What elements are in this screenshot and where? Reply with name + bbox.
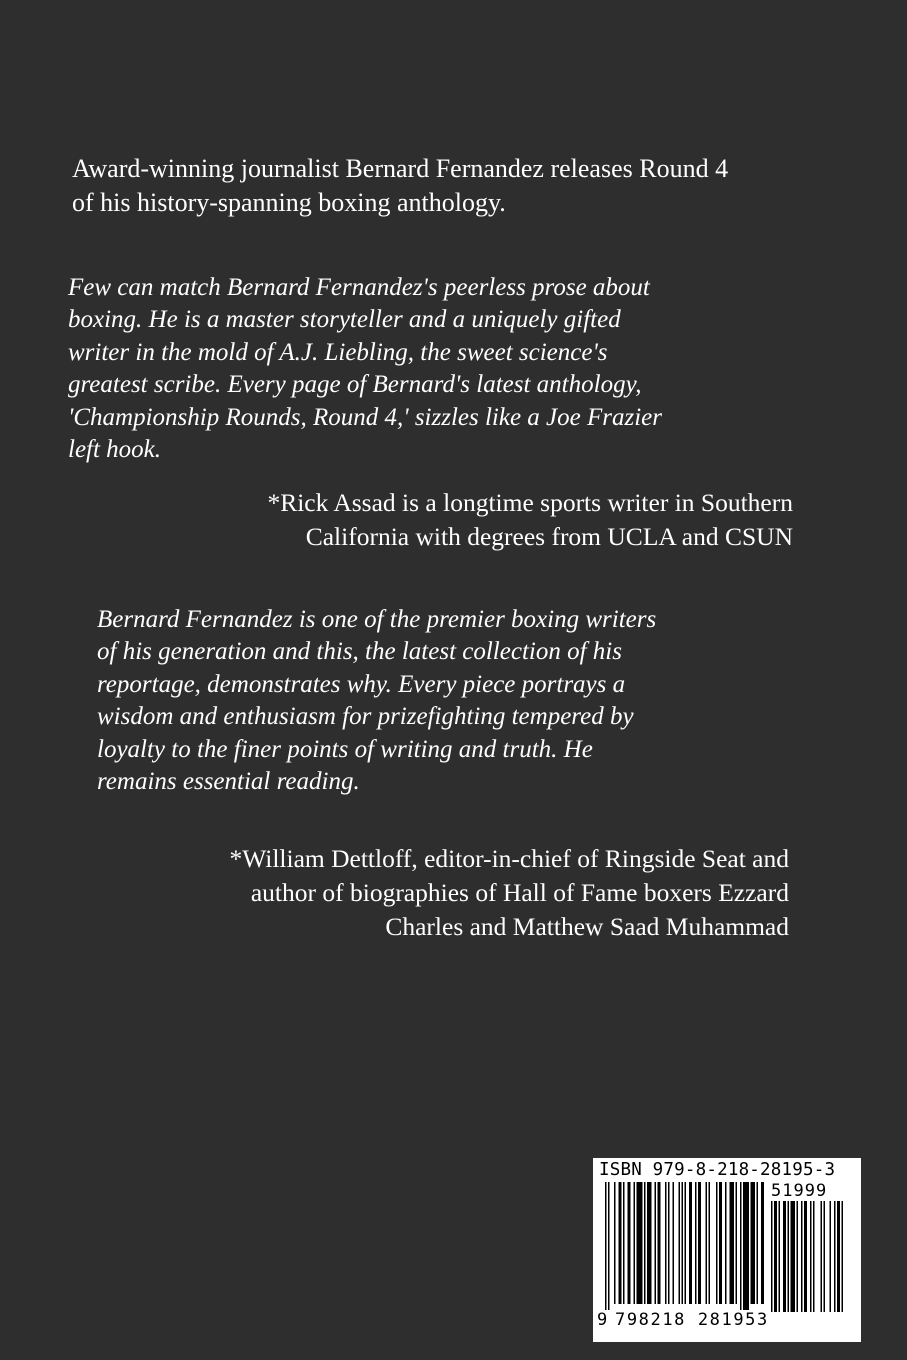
isbn-barcode [593, 1158, 861, 1342]
barcode-bar [628, 1182, 631, 1304]
quote-line: reportage, demonstrates why. Every piece portrays a [97, 670, 626, 698]
quote-line: of his generation and this, the latest collection of his [97, 638, 622, 666]
barcode-bar [706, 1182, 708, 1304]
review-quote-1 [68, 272, 848, 466]
quote-line: loyalty to the finer points of writing and truth. He [97, 735, 593, 763]
barcode-bar [695, 1182, 697, 1304]
barcode-bar [719, 1182, 722, 1304]
barcode-bar [679, 1182, 681, 1304]
barcode-bar [813, 1201, 815, 1312]
barcode-bar [644, 1182, 646, 1304]
barcode-bar [716, 1182, 718, 1304]
barcode-bar [668, 1182, 670, 1304]
attribution-line: *William Dettloff, editor-in-chief of Ringside Seat and [229, 844, 789, 873]
barcode-bar [842, 1201, 844, 1312]
quote-line: left hook. [68, 436, 162, 464]
attribution-line: California with degrees from UCLA and CSUN [305, 522, 793, 551]
quote-line: greatest scribe. Every page of Bernard's latest anthology, [68, 371, 642, 399]
quote-line: writer in the mold of A.J. Liebling, the sweet science's [68, 338, 608, 366]
review-quote-2 [97, 604, 817, 798]
barcode-bar [655, 1182, 657, 1304]
intro-paragraph [72, 152, 872, 220]
barcode-bar [797, 1201, 799, 1312]
review-attribution-1 [267, 486, 793, 554]
ean-lead-digit: 9 [597, 1310, 608, 1330]
barcode-bar [791, 1201, 796, 1312]
barcode-bar [810, 1201, 812, 1312]
barcode-bar [725, 1182, 727, 1304]
attribution-line: author of biographies of Hall of Fame boxers Ezzard [250, 878, 789, 907]
barcode-bar [779, 1201, 781, 1312]
barcode-bar [658, 1182, 661, 1304]
barcode-bar [685, 1182, 687, 1304]
barcode-bar [788, 1201, 790, 1312]
barcode-bar [830, 1201, 832, 1312]
barcode-bar [709, 1182, 711, 1304]
addon-barcode-bars [771, 1201, 853, 1312]
barcode-bar [771, 1201, 773, 1312]
barcode-bar [665, 1182, 667, 1304]
barcode-bar [837, 1201, 840, 1312]
quote-line: Few can match Bernard Fernandez's peerless prose about [68, 274, 650, 301]
isbn-text: ISBN 979-8-218-28195-3 [599, 1160, 836, 1180]
quote-line: wisdom and enthusiasm for prizefighting tempered by [97, 703, 634, 731]
ean-digits: 798218 281953 [615, 1310, 769, 1330]
barcode-bar [673, 1182, 675, 1304]
intro-line: Award-winning journalist Bernard Fernandez releases Round 4 [72, 154, 729, 183]
ean-barcode-bars [605, 1182, 765, 1312]
quote-line: boxing. He is a master storyteller and a uniquely gifted [68, 306, 621, 334]
quote-line: remains essential reading. [97, 768, 360, 796]
barcode-bar [757, 1182, 759, 1304]
barcode-bar [751, 1182, 756, 1304]
barcode-bar [682, 1182, 684, 1304]
attribution-line: *Rick Assad is a longtime sports writer in Southern [267, 488, 793, 517]
barcode-bar [614, 1182, 616, 1304]
quote-line: Bernard Fernandez is one of the premier boxing writers [97, 606, 657, 633]
addon-price-code: 51999 [771, 1181, 828, 1201]
barcode-bar [740, 1182, 742, 1310]
barcode-bar [619, 1182, 622, 1304]
barcode-bar [834, 1201, 836, 1312]
barcode-bar [698, 1182, 701, 1304]
barcode-bar [689, 1182, 692, 1304]
quote-line: 'Championship Rounds, Round 4,' sizzles like a Joe Frazier [68, 403, 662, 431]
barcode-bar [623, 1182, 625, 1304]
barcode-bar [605, 1182, 607, 1310]
intro-line: of his history-spanning boxing anthology. [72, 188, 506, 217]
barcode-bar [634, 1182, 636, 1304]
barcode-bar [743, 1182, 749, 1310]
barcode-bar [774, 1201, 777, 1312]
barcode-bar [804, 1201, 807, 1312]
barcode-bar [821, 1201, 823, 1312]
barcode-bar [824, 1201, 826, 1312]
barcode-bar [647, 1182, 652, 1304]
barcode-bar [637, 1182, 643, 1304]
barcode-bar [730, 1182, 735, 1304]
barcode-bar [783, 1201, 786, 1312]
barcode-bar [801, 1201, 803, 1312]
attribution-line: Charles and Matthew Saad Muhammad [385, 912, 789, 941]
barcode-bar [608, 1182, 610, 1310]
barcode-bar [761, 1182, 764, 1304]
barcode-bar [736, 1182, 738, 1304]
review-attribution-2 [229, 842, 789, 944]
